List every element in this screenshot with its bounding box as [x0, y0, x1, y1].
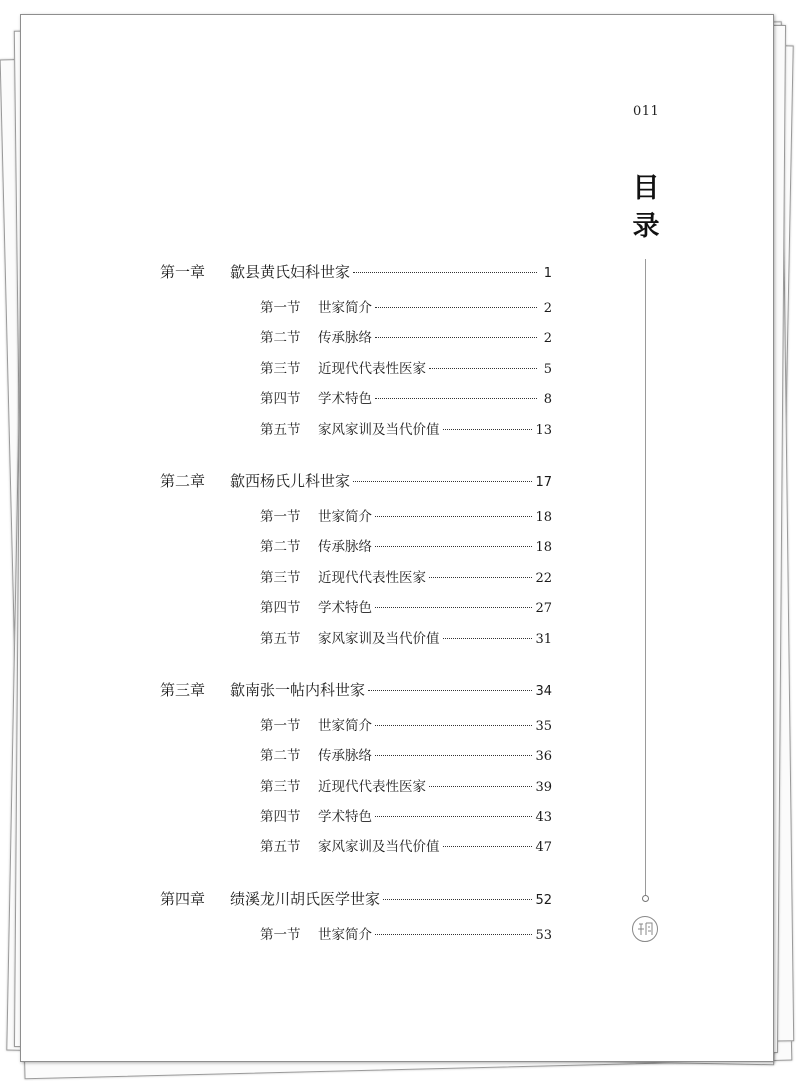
chapter-title: 歙西杨氏儿科世家	[230, 471, 351, 490]
section-label: 第五节	[260, 630, 301, 647]
chapter-label: 第三章	[160, 680, 206, 699]
dot-leader	[375, 755, 532, 756]
section-title: 近现代代表性医家	[318, 778, 426, 795]
section-title: 传承脉络	[318, 748, 372, 765]
toc-title	[626, 170, 666, 246]
toc-section-entry[interactable]	[160, 772, 552, 802]
chapter-page: 52	[535, 892, 552, 908]
toc-chapter	[160, 884, 552, 950]
section-label: 第三节	[260, 778, 301, 795]
toc-section-entry[interactable]	[160, 293, 552, 323]
section-page: 13	[535, 422, 552, 438]
section-page: 22	[535, 570, 552, 586]
section-title: 世家简介	[318, 300, 372, 316]
dot-leader	[429, 368, 537, 369]
section-list	[160, 293, 552, 445]
toc-section-entry[interactable]	[160, 802, 552, 832]
dot-leader	[375, 816, 532, 817]
section-page: 18	[535, 540, 552, 556]
section-label: 第三节	[260, 569, 301, 586]
toc-title-char: 录	[632, 211, 660, 242]
chapter-label: 第四章	[160, 889, 206, 908]
dot-leader	[375, 398, 537, 399]
section-title: 家风家训及当代价值	[318, 630, 440, 647]
section-list	[160, 711, 552, 863]
toc-section-entry[interactable]	[160, 593, 552, 623]
dot-leader	[443, 429, 533, 430]
dot-leader	[375, 607, 532, 608]
section-title: 传承脉络	[318, 539, 372, 556]
chapter-label: 第一章	[160, 263, 206, 281]
section-label: 第四节	[260, 809, 301, 826]
dot-leader	[429, 786, 532, 787]
dot-leader	[368, 690, 532, 691]
chapter-title: 歙县黄氏妇科世家	[230, 263, 351, 281]
toc-chapter	[160, 466, 552, 654]
page-number: 011	[633, 104, 660, 119]
toc-chapter-entry[interactable]	[160, 675, 552, 705]
toc-section-entry[interactable]	[160, 384, 552, 414]
toc-chapter	[160, 257, 552, 445]
section-title: 家风家训及当代价值	[318, 839, 440, 856]
seal-stamp-icon	[631, 915, 659, 943]
section-list	[160, 502, 552, 654]
section-page: 43	[535, 810, 552, 826]
toc-section-entry[interactable]	[160, 920, 552, 950]
section-label: 第一节	[260, 508, 301, 525]
chapter-label: 第二章	[160, 471, 206, 490]
section-page: 2	[543, 331, 552, 347]
section-label: 第五节	[260, 421, 301, 438]
section-page: 8	[543, 392, 552, 408]
dot-leader	[443, 638, 533, 639]
section-page: 47	[535, 840, 552, 856]
dot-leader	[443, 846, 533, 847]
section-label: 第一节	[260, 300, 301, 316]
dot-leader	[375, 725, 532, 726]
dot-leader	[353, 272, 537, 273]
section-title: 近现代代表性医家	[318, 569, 426, 586]
toc-section-entry[interactable]	[160, 711, 552, 741]
section-label: 第四节	[260, 600, 301, 617]
section-page: 27	[535, 601, 552, 617]
section-title: 世家简介	[318, 508, 372, 525]
section-label: 第一节	[260, 717, 301, 734]
chapter-page: 1	[543, 266, 552, 281]
chapter-title: 绩溪龙川胡氏医学世家	[230, 889, 381, 908]
section-list	[160, 920, 552, 950]
section-page: 18	[535, 509, 552, 525]
dot-leader	[375, 516, 532, 517]
dot-leader	[375, 934, 532, 935]
toc-list	[160, 257, 552, 950]
section-page: 35	[535, 718, 552, 734]
section-title: 传承脉络	[318, 330, 372, 347]
section-title: 学术特色	[318, 809, 372, 826]
toc-chapter-entry[interactable]	[160, 884, 552, 914]
chapter-page: 34	[535, 683, 552, 699]
chapter-title: 歙南张一帖内科世家	[230, 680, 366, 699]
toc-section-entry[interactable]	[160, 741, 552, 771]
rule-end-dot	[642, 895, 649, 902]
chapter-page: 17	[535, 474, 552, 490]
section-title: 家风家训及当代价值	[318, 421, 440, 438]
section-label: 第四节	[260, 391, 301, 408]
toc-section-entry[interactable]	[160, 532, 552, 562]
section-label: 第二节	[260, 539, 301, 556]
section-page: 5	[543, 361, 552, 377]
section-page: 2	[543, 301, 552, 316]
toc-section-entry[interactable]	[160, 354, 552, 384]
section-label: 第二节	[260, 748, 301, 765]
dot-leader	[375, 337, 537, 338]
section-title: 世家简介	[318, 926, 372, 943]
toc-section-entry[interactable]	[160, 415, 552, 445]
toc-section-entry[interactable]	[160, 323, 552, 353]
toc-section-entry[interactable]	[160, 624, 552, 654]
section-label: 第三节	[260, 360, 301, 377]
section-page: 53	[535, 927, 552, 943]
toc-chapter-entry[interactable]	[160, 466, 552, 496]
dot-leader	[375, 307, 537, 308]
section-label: 第一节	[260, 926, 301, 943]
vertical-rule	[645, 259, 646, 896]
section-title: 学术特色	[318, 391, 372, 408]
toc-page	[20, 14, 774, 1062]
dot-leader	[383, 899, 532, 900]
section-page: 39	[535, 779, 552, 795]
toc-title-char: 目	[632, 173, 660, 204]
section-page: 31	[535, 631, 552, 647]
toc-section-entry[interactable]	[160, 502, 552, 532]
section-label: 第五节	[260, 839, 301, 856]
toc-chapter-entry[interactable]	[160, 257, 552, 287]
toc-section-entry[interactable]	[160, 563, 552, 593]
toc-chapter	[160, 675, 552, 863]
dot-leader	[353, 481, 532, 482]
section-page: 36	[535, 749, 552, 765]
section-title: 学术特色	[318, 600, 372, 617]
dot-leader	[429, 577, 532, 578]
dot-leader	[375, 546, 532, 547]
toc-section-entry[interactable]	[160, 832, 552, 862]
section-title: 世家简介	[318, 717, 372, 734]
section-label: 第二节	[260, 330, 301, 347]
section-title: 近现代代表性医家	[318, 360, 426, 377]
